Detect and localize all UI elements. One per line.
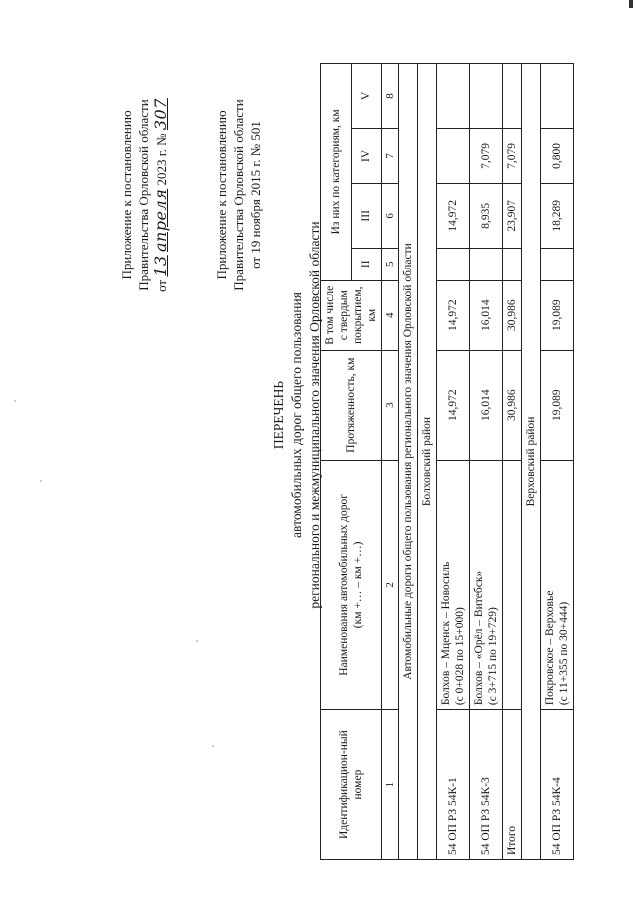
total-cat5 <box>503 64 522 129</box>
scan-edge-mark <box>629 0 633 8</box>
road-cat2 <box>437 248 470 280</box>
road-hard-surface: 16,014 <box>470 280 503 350</box>
road-name <box>437 460 470 710</box>
total-name-empty <box>503 460 522 710</box>
road-cat4: 0,800 <box>541 128 574 183</box>
road-name-line2: (с 3+715 по 19+729) <box>487 607 499 706</box>
road-cat5 <box>541 64 574 129</box>
header-cat4: IV <box>351 128 382 183</box>
col-number: 1 <box>382 710 399 860</box>
road-name-line1: Болхов – Мценск – Новосиль <box>440 561 452 706</box>
total-hard-surface: 30,986 <box>503 280 522 350</box>
road-cat2 <box>541 248 574 280</box>
header-name-sub: (км +… – км +…) <box>352 541 364 629</box>
approval-new-number: 307 <box>151 98 170 131</box>
road-cat4: 7,079 <box>470 128 503 183</box>
road-cat5 <box>437 64 470 129</box>
document-title: ПЕРЕЧЕНЬ <box>271 380 286 450</box>
approval-new-line2: Правительства Орловской области <box>136 99 151 291</box>
road-hard-surface: 19,089 <box>541 280 574 350</box>
road-hard-surface: 14,972 <box>437 280 470 350</box>
road-name-line1: Болхов – «Орёл – Витебск» <box>473 570 485 706</box>
road-name-line1: Покровское – Верховье <box>544 590 556 706</box>
district-row <box>418 64 437 860</box>
column-numbers-row <box>382 64 399 860</box>
approval-new-year: 2023 г. № <box>154 133 169 186</box>
header-categories: Из них по категориям, км <box>321 64 352 281</box>
road-name-line2: (с 0+028 по 15+000) <box>454 607 466 706</box>
header-cat2: II <box>351 248 382 280</box>
approval-old-line3: от 19 ноября 2015 г. № 501 <box>248 121 263 269</box>
col-number: 3 <box>382 350 399 460</box>
district-name: Болховский район <box>418 64 437 860</box>
road-id: 54 ОП РЗ 54К-1 <box>437 710 470 860</box>
total-cat3: 23,907 <box>503 183 522 248</box>
document-subtitle-2: регионального и межмуниципального значения Орловской области <box>307 221 322 609</box>
section-row <box>399 64 418 860</box>
approval-new-month: апреля <box>151 188 170 253</box>
approval-new-line1: Приложение к постановлению <box>119 110 134 280</box>
col-number: 2 <box>382 460 399 710</box>
table-row <box>541 64 574 860</box>
scan-speck <box>196 640 198 642</box>
road-name-line2: (с 11+355 по 30+444) <box>558 601 570 706</box>
approval-new-day: 13 <box>151 255 170 277</box>
header-length: Протяженность, км <box>321 350 382 460</box>
road-cat5 <box>470 64 503 129</box>
district-row <box>522 64 541 860</box>
road-cat4 <box>437 128 470 183</box>
approval-stamp-old <box>213 45 264 345</box>
road-cat3: 8,935 <box>470 183 503 248</box>
document-heading <box>270 205 324 625</box>
approval-old-line2: Правительства Орловской области <box>231 99 246 291</box>
total-cat2 <box>503 248 522 280</box>
col-number: 6 <box>382 183 399 248</box>
total-row <box>503 64 522 860</box>
col-number: 7 <box>382 128 399 183</box>
road-cat3: 14,972 <box>437 183 470 248</box>
header-cat3: III <box>351 183 382 248</box>
road-cat3: 18,289 <box>541 183 574 248</box>
road-id: 54 ОП РЗ 54К-3 <box>470 710 503 860</box>
approval-new-date <box>152 45 170 345</box>
roads-table <box>320 63 574 860</box>
col-number: 8 <box>382 64 399 129</box>
table-row <box>437 64 470 860</box>
road-name <box>470 460 503 710</box>
section-title: Автомобильные дороги общего пользования регионального значения Орловской области <box>399 64 418 860</box>
road-length: 16,014 <box>470 350 503 460</box>
header-hard: В том числе с твердым покрытием, км <box>321 280 382 350</box>
scan-speck <box>212 745 214 747</box>
road-length: 19,089 <box>541 350 574 460</box>
total-label: Итого <box>503 710 522 860</box>
approval-old-line1: Приложение к постановлению <box>214 110 229 280</box>
header-name-title: Наименования автомобильных дорог <box>338 494 350 676</box>
header-id: Идентификацион-ный номер <box>321 710 382 860</box>
road-length: 14,972 <box>437 350 470 460</box>
approval-stamp-new <box>118 45 170 345</box>
scan-speck <box>14 400 16 402</box>
header-name <box>321 460 382 710</box>
table-header-row-1 <box>321 64 352 860</box>
col-number: 5 <box>382 248 399 280</box>
total-cat4: 7,079 <box>503 128 522 183</box>
road-name <box>541 460 574 710</box>
header-cat5: V <box>351 64 382 129</box>
document-subtitle-1: автомобильных дорог общего пользования <box>289 292 304 538</box>
col-number: 4 <box>382 280 399 350</box>
district-name: Верховский район <box>522 64 541 860</box>
approval-new-prefix: от <box>154 279 169 292</box>
table-row <box>470 64 503 860</box>
road-cat2 <box>470 248 503 280</box>
scan-speck <box>40 480 42 482</box>
road-id: 54 ОП РЗ 54К-4 <box>541 710 574 860</box>
total-length: 30,986 <box>503 350 522 460</box>
